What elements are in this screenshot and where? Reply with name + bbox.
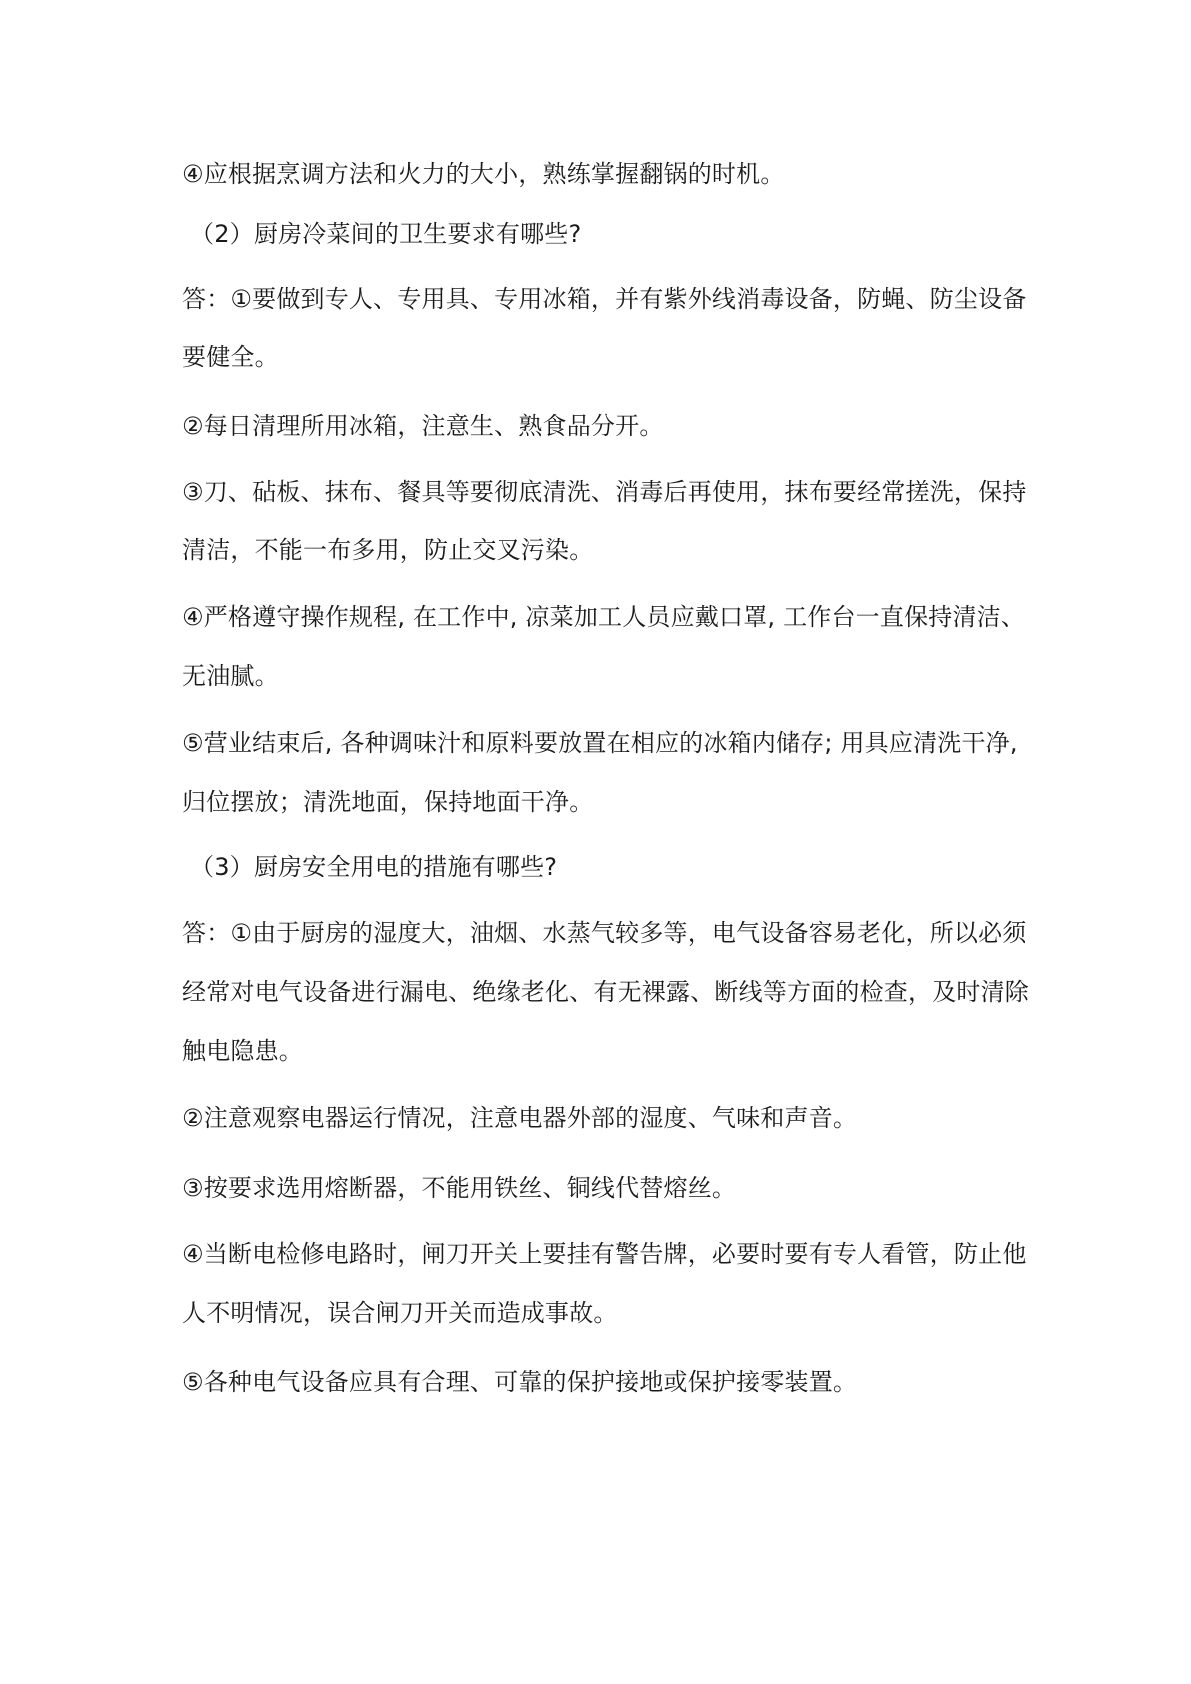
question-heading: （3）厨房安全用电的措施有哪些? xyxy=(190,853,558,881)
paragraph-line: 答：①要做到专人、专用具、专用冰箱，并有紫外线消毒设备，防蝇、防尘设备 xyxy=(182,285,1027,313)
paragraph-line: ④严格遵守操作规程, 在工作中, 凉菜加工人员应戴口罩, 工作台一直保持清洁、 xyxy=(182,603,1026,631)
paragraph-line: 清洁，不能一布多用，防止交叉污染。 xyxy=(182,536,594,564)
paragraph-line: ②每日清理所用冰箱，注意生、熟食品分开。 xyxy=(182,412,664,440)
paragraph-line: 触电隐患。 xyxy=(182,1037,303,1065)
paragraph-line: ⑤营业结束后, 各种调味汁和原料要放置在相应的冰箱内储存; 用具应清洗干净, xyxy=(182,729,1018,757)
paragraph-line: ③按要求选用熔断器，不能用铁丝、铜线代替熔丝。 xyxy=(182,1174,737,1202)
paragraph-line: 要健全。 xyxy=(182,343,279,371)
paragraph-line: 经常对电气设备进行漏电、绝缘老化、有无裸露、断线等方面的检查，及时清除 xyxy=(182,978,1029,1006)
question-heading: （2）厨房冷菜间的卫生要求有哪些? xyxy=(190,220,582,248)
paragraph-line: ④当断电检修电路时，闸刀开关上要挂有警告牌，必要时要有专人看管，防止他 xyxy=(182,1240,1027,1268)
paragraph-line: ⑤各种电气设备应具有合理、可靠的保护接地或保护接零装置。 xyxy=(182,1368,858,1396)
paragraph-line: 无油腻。 xyxy=(182,662,279,690)
paragraph-line: ③刀、砧板、抹布、餐具等要彻底清洗、消毒后再使用，抹布要经常搓洗，保持 xyxy=(182,478,1027,506)
paragraph-line: 答：①由于厨房的湿度大，油烟、水蒸气较多等，电气设备容易老化，所以必须 xyxy=(182,919,1027,947)
paragraph-line: 归位摆放；清洗地面，保持地面干净。 xyxy=(182,788,594,816)
paragraph-line: 人不明情况，误合闸刀开关而造成事故。 xyxy=(182,1299,618,1327)
paragraph-line: ④应根据烹调方法和火力的大小，熟练掌握翻锅的时机。 xyxy=(182,160,785,188)
paragraph-line: ②注意观察电器运行情况，注意电器外部的湿度、气味和声音。 xyxy=(182,1104,858,1132)
